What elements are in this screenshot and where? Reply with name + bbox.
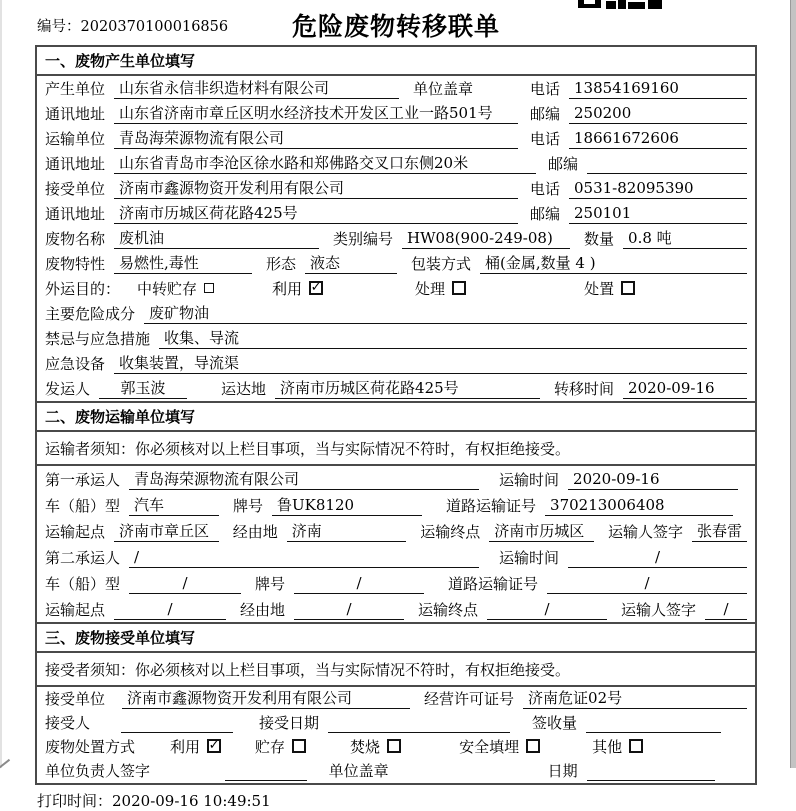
shipper-value: 郭玉波 bbox=[99, 379, 187, 399]
qr-code-fragment bbox=[578, 0, 662, 9]
plate-label: 牌号 bbox=[255, 575, 286, 593]
transporter-label: 运输单位 bbox=[45, 130, 106, 148]
option-label: 贮存 bbox=[255, 738, 286, 756]
page-left-edge bbox=[0, 0, 2, 768]
checkbox-unchecked[interactable] bbox=[292, 739, 306, 753]
option-label: 焚烧 bbox=[350, 738, 381, 756]
option-label: 利用 bbox=[272, 280, 303, 298]
address-label: 通讯地址 bbox=[45, 155, 106, 173]
row-carrier1 bbox=[37, 466, 755, 492]
row-vehicle1 bbox=[37, 492, 755, 518]
checkbox-checked[interactable] bbox=[309, 281, 323, 295]
row-carrier2 bbox=[37, 544, 755, 570]
destination-value: 济南市历城区荷花路425号 bbox=[275, 379, 540, 399]
qr-block-icon bbox=[578, 0, 601, 8]
carrier2-value: / bbox=[129, 548, 479, 568]
checkbox-unchecked[interactable] bbox=[629, 739, 643, 753]
endpoint-label: 运输终点 bbox=[418, 601, 479, 619]
address-label: 通讯地址 bbox=[45, 105, 106, 123]
manager-sign-value bbox=[225, 761, 307, 781]
plate-label: 牌号 bbox=[233, 497, 264, 515]
checkbox-unchecked[interactable] bbox=[387, 739, 401, 753]
purpose-option-transfer bbox=[137, 278, 214, 299]
zip-group bbox=[530, 104, 747, 124]
license-label: 经营许可证号 bbox=[424, 690, 515, 708]
endpoint-label: 运输终点 bbox=[420, 523, 481, 541]
producer-label: 产生单位 bbox=[45, 80, 106, 98]
phone-value: 13854169160 bbox=[569, 79, 747, 99]
form-label: 形态 bbox=[266, 255, 297, 273]
phone-value: 0531-82095390 bbox=[569, 179, 747, 199]
accept-date-label: 接受日期 bbox=[259, 714, 320, 732]
checkbox-mark: ✓ bbox=[310, 280, 322, 295]
receiver-notice bbox=[37, 653, 755, 687]
manager-sign-label: 单位负责人签字 bbox=[45, 762, 151, 780]
qr-block-icon bbox=[618, 0, 626, 9]
unit-seal-label: 单位盖章 bbox=[413, 80, 474, 98]
row-transporter-address bbox=[37, 151, 755, 176]
endpoint-value: / bbox=[487, 600, 607, 620]
carrier1-label: 第一承运人 bbox=[45, 471, 121, 489]
via-label: 经由地 bbox=[240, 601, 286, 619]
packaging-label: 包装方式 bbox=[411, 255, 472, 273]
vehicle-type-label: 车（船）型 bbox=[45, 575, 121, 593]
traits-value: 易燃性,毒性 bbox=[114, 254, 252, 274]
row-manager-sign bbox=[37, 759, 755, 783]
qr-block-icon bbox=[648, 0, 662, 9]
waste-name-label: 废物名称 bbox=[45, 230, 106, 248]
section1-heading: 一、废物产生单位填写 bbox=[37, 47, 755, 76]
category-label: 类别编号 bbox=[333, 230, 394, 248]
disposal-option-store bbox=[255, 736, 306, 757]
quantity-value: 0.8 吨 bbox=[623, 229, 747, 249]
option-label: 其他 bbox=[592, 738, 623, 756]
vehicle-type-value: 汽车 bbox=[129, 496, 219, 516]
carrier2-label: 第二承运人 bbox=[45, 549, 121, 567]
section3-heading: 三、废物接受单位填写 bbox=[37, 622, 755, 653]
section-producer bbox=[37, 47, 755, 401]
checkbox-unchecked[interactable] bbox=[204, 283, 214, 293]
zip-value bbox=[587, 154, 747, 174]
carrier1-value: 青岛海荣源物流有限公司 bbox=[129, 470, 479, 490]
road-permit-value: 370213006408 bbox=[545, 496, 733, 516]
vehicle-type-value: / bbox=[129, 574, 241, 594]
disposal-label: 废物处置方式 bbox=[45, 738, 136, 756]
phone-value: 18661672606 bbox=[569, 129, 747, 149]
road-permit-label: 道路运输证号 bbox=[448, 575, 539, 593]
zip-label: 邮编 bbox=[529, 105, 560, 123]
receiver-value: 济南市鑫源物资开发利用有限公司 bbox=[114, 179, 518, 199]
notice-label: 运输者须知： bbox=[45, 440, 136, 458]
row-emergency bbox=[37, 326, 755, 351]
equipment-label: 应急设备 bbox=[45, 355, 106, 373]
unit-seal-label: 单位盖章 bbox=[328, 762, 389, 780]
vehicle-type-label: 车（船）型 bbox=[45, 497, 121, 515]
notice-label: 接受者须知： bbox=[45, 661, 136, 679]
disposal-option-use bbox=[170, 736, 221, 757]
transporter-value: 青岛海荣源物流有限公司 bbox=[114, 129, 518, 149]
accept-date-value bbox=[328, 713, 510, 733]
zip-label: 邮编 bbox=[547, 155, 578, 173]
row-hazard bbox=[37, 301, 755, 326]
endpoint-value: 济南市历城区 bbox=[489, 522, 594, 542]
row-disposal bbox=[37, 735, 755, 759]
accept-unit-label: 接受单位 bbox=[45, 690, 106, 708]
disposal-option-other bbox=[592, 736, 643, 757]
road-permit-label: 道路运输证号 bbox=[446, 497, 537, 515]
zip-value: 250200 bbox=[569, 104, 747, 124]
road-permit-value: / bbox=[547, 574, 747, 594]
serial-value: 2020370100016856 bbox=[80, 19, 229, 35]
row-producer bbox=[37, 76, 755, 101]
qr-block-icon bbox=[628, 2, 645, 9]
print-time-label: 打印时间： bbox=[37, 792, 113, 810]
signed-amount-label: 签收量 bbox=[532, 714, 578, 732]
row-equipment bbox=[37, 351, 755, 376]
quantity-label: 数量 bbox=[584, 230, 615, 248]
origin-label: 运输起点 bbox=[45, 601, 106, 619]
row-purpose bbox=[37, 276, 755, 301]
disposal-option-landfill bbox=[459, 736, 540, 757]
transport-time-value: / bbox=[568, 548, 747, 568]
row-acceptor bbox=[37, 711, 755, 735]
zip-group bbox=[530, 204, 747, 224]
phone-label: 电话 bbox=[529, 130, 560, 148]
carrier-sign-value: / bbox=[705, 600, 747, 620]
page-title: 危险废物转移联单 bbox=[291, 12, 500, 41]
zip-label: 邮编 bbox=[529, 205, 560, 223]
acceptor-label: 接受人 bbox=[45, 714, 91, 732]
traits-label: 废物特性 bbox=[45, 255, 106, 273]
origin-value: 济南市章丘区 bbox=[114, 522, 219, 542]
option-label: 处置 bbox=[584, 280, 615, 298]
row-receiver bbox=[37, 176, 755, 201]
date-value bbox=[587, 761, 715, 781]
section2-heading: 二、废物运输单位填写 bbox=[37, 401, 755, 432]
row-producer-address bbox=[37, 101, 755, 126]
equipment-value: 收集装置，导流渠 bbox=[114, 354, 747, 374]
transport-time-label: 运输时间 bbox=[499, 549, 560, 567]
page-right-edge bbox=[790, 0, 796, 768]
emergency-label: 禁忌与应急措施 bbox=[45, 330, 151, 348]
carrier-sign-label: 运输人签字 bbox=[607, 523, 683, 541]
transport-time-value: 2020-09-16 bbox=[568, 470, 738, 490]
via-value: 济南 bbox=[287, 522, 407, 542]
date-label: 日期 bbox=[547, 762, 578, 780]
checkbox-checked[interactable] bbox=[207, 739, 221, 753]
disposal-option-incinerate bbox=[350, 736, 401, 757]
option-label: 处理 bbox=[415, 280, 446, 298]
receiver-label: 接受单位 bbox=[45, 180, 106, 198]
section-receiver bbox=[37, 622, 755, 783]
notice-text: 你必须核对以上栏目事项，当与实际情况不符时，有权拒绝接受。 bbox=[135, 661, 571, 679]
print-time-value: 2020-09-16 10:49:51 bbox=[112, 792, 271, 810]
carrier-sign-label: 运输人签字 bbox=[621, 601, 697, 619]
origin-value: / bbox=[114, 600, 226, 620]
purpose-option-use bbox=[272, 278, 323, 299]
row-receiver-address bbox=[37, 201, 755, 226]
via-label: 经由地 bbox=[232, 523, 278, 541]
section-transporter bbox=[37, 401, 755, 622]
signed-amount-value bbox=[586, 713, 721, 733]
acceptor-value bbox=[121, 713, 233, 733]
serial-label: 编号： bbox=[37, 19, 81, 35]
address-value: 济南市历城区荷花路425号 bbox=[114, 204, 518, 224]
row-route1 bbox=[37, 518, 755, 544]
row-shipper bbox=[37, 376, 755, 401]
plate-value: 鲁UK8120 bbox=[272, 496, 422, 516]
print-time bbox=[35, 790, 757, 811]
row-accept-unit bbox=[37, 687, 755, 711]
hazard-label: 主要危险成分 bbox=[45, 305, 136, 323]
transfer-time-label: 转移时间 bbox=[554, 380, 615, 398]
plate-value: / bbox=[294, 574, 424, 594]
phone-group bbox=[530, 79, 747, 99]
option-label: 利用 bbox=[170, 738, 201, 756]
zip-value: 250101 bbox=[569, 204, 747, 224]
phone-group bbox=[530, 179, 747, 199]
manifest-form bbox=[35, 45, 757, 785]
checkbox-mark: ✓ bbox=[208, 738, 220, 753]
producer-value: 山东省永信非织造材料有限公司 bbox=[114, 79, 399, 99]
document-header bbox=[35, 0, 757, 45]
row-waste-traits bbox=[37, 251, 755, 276]
checkbox-unchecked[interactable] bbox=[452, 281, 466, 295]
notice-text: 你必须核对以上栏目事项，当与实际情况不符时，有权拒绝接受。 bbox=[135, 440, 571, 458]
emergency-value: 收集、导流 bbox=[159, 329, 747, 349]
address-value: 山东省青岛市李沧区徐水路和郑佛路交叉口东侧20米 bbox=[114, 154, 536, 174]
form-value: 液态 bbox=[305, 254, 397, 274]
waste-name-value: 废机油 bbox=[114, 229, 319, 249]
row-vehicle2 bbox=[37, 570, 755, 596]
phone-label: 电话 bbox=[529, 180, 560, 198]
option-label: 中转贮存 bbox=[137, 280, 198, 298]
address-label: 通讯地址 bbox=[45, 205, 106, 223]
via-value: / bbox=[294, 600, 404, 620]
checkbox-unchecked[interactable] bbox=[526, 739, 540, 753]
row-waste-name bbox=[37, 226, 755, 251]
option-label: 安全填埋 bbox=[459, 738, 520, 756]
accept-unit-value: 济南市鑫源物资开发利用有限公司 bbox=[122, 689, 410, 709]
transport-time-label: 运输时间 bbox=[499, 471, 560, 489]
address-value: 山东省济南市章丘区明水经济技术开发区工业一路501号 bbox=[114, 104, 518, 124]
packaging-value: 桶(金属,数量 4 ) bbox=[480, 254, 747, 274]
carrier-sign-value: 张春雷 bbox=[692, 522, 747, 542]
phone-label: 电话 bbox=[529, 80, 560, 98]
purpose-label: 外运目的： bbox=[45, 280, 121, 298]
purpose-option-dispose bbox=[584, 278, 635, 299]
transporter-notice bbox=[37, 432, 755, 466]
zip-group bbox=[548, 154, 747, 174]
qr-block-icon bbox=[606, 1, 616, 9]
transfer-time-value: 2020-09-16 bbox=[623, 379, 747, 399]
shipper-label: 发运人 bbox=[45, 380, 91, 398]
checkbox-unchecked[interactable] bbox=[621, 281, 635, 295]
hazard-value: 废矿物油 bbox=[144, 304, 747, 324]
category-value: HW08(900-249-08) bbox=[402, 229, 570, 249]
phone-group bbox=[530, 129, 747, 149]
purpose-option-treat bbox=[415, 278, 466, 299]
row-transporter bbox=[37, 126, 755, 151]
license-value: 济南危证02号 bbox=[523, 689, 747, 709]
row-route2 bbox=[37, 596, 755, 622]
origin-label: 运输起点 bbox=[45, 523, 106, 541]
destination-label: 运达地 bbox=[221, 380, 267, 398]
